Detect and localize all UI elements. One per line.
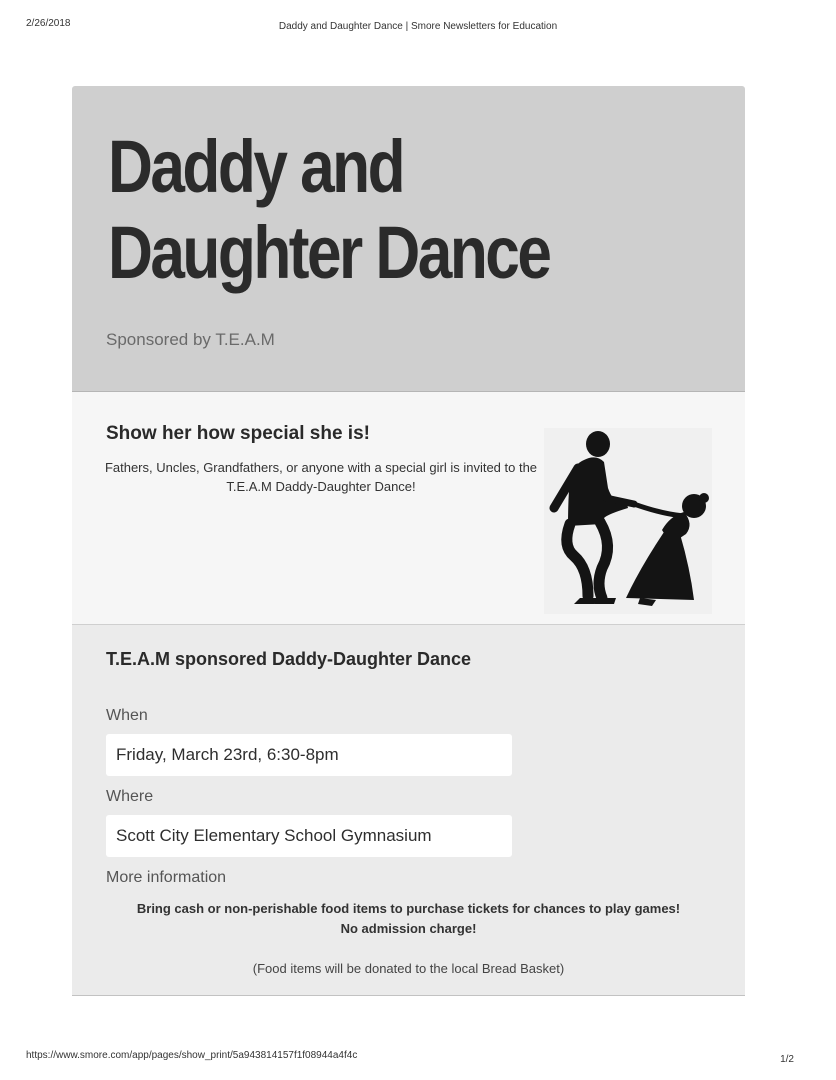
where-value: Scott City Elementary School Gymnasium: [106, 815, 512, 857]
print-footer: [26, 1050, 810, 1066]
print-page-title: Daddy and Daughter Dance | Smore Newsletters for Education: [278, 21, 558, 32]
title-line-1: Daddy and: [108, 125, 404, 208]
details-heading: T.E.A.M sponsored Daddy-Daughter Dance: [106, 649, 472, 669]
newsletter: [72, 86, 745, 994]
more-information-line-1: Bring cash or non-perishable food items to purchase tickets for chances to play games!: [136, 901, 681, 916]
newsletter-title: [108, 124, 612, 296]
when-label: When: [106, 707, 148, 724]
when-value: Friday, March 23rd, 6:30-8pm: [106, 734, 512, 776]
father-daughter-dance-silhouette-icon: [544, 428, 712, 614]
hero-banner: [72, 86, 745, 392]
where-label: Where: [106, 788, 154, 805]
more-information-label: More information: [106, 869, 227, 886]
intro-heading: Show her how special she is!: [106, 423, 370, 444]
more-information-line-2: No admission charge!: [340, 921, 477, 936]
print-url: https://www.smore.com/app/pages/show_print/5a943814157f1f08944a4f4c: [26, 1050, 358, 1061]
event-details-section: [72, 624, 745, 996]
more-information-note: (Food items will be donated to the local Bread Basket): [252, 961, 565, 976]
intro-body: Fathers, Uncles, Grandfathers, or anyone with a special girl is invited to the T.E.A.M Daddy-Daughter Dance!: [104, 460, 538, 494]
print-date: 2/26/2018: [26, 18, 71, 29]
intro-section: [72, 392, 745, 624]
print-header: [26, 18, 810, 34]
title-line-2: Daughter Dance: [108, 211, 550, 294]
print-page-number: 1/2: [780, 1054, 794, 1065]
newsletter-subtitle: Sponsored by T.E.A.M: [106, 330, 275, 349]
